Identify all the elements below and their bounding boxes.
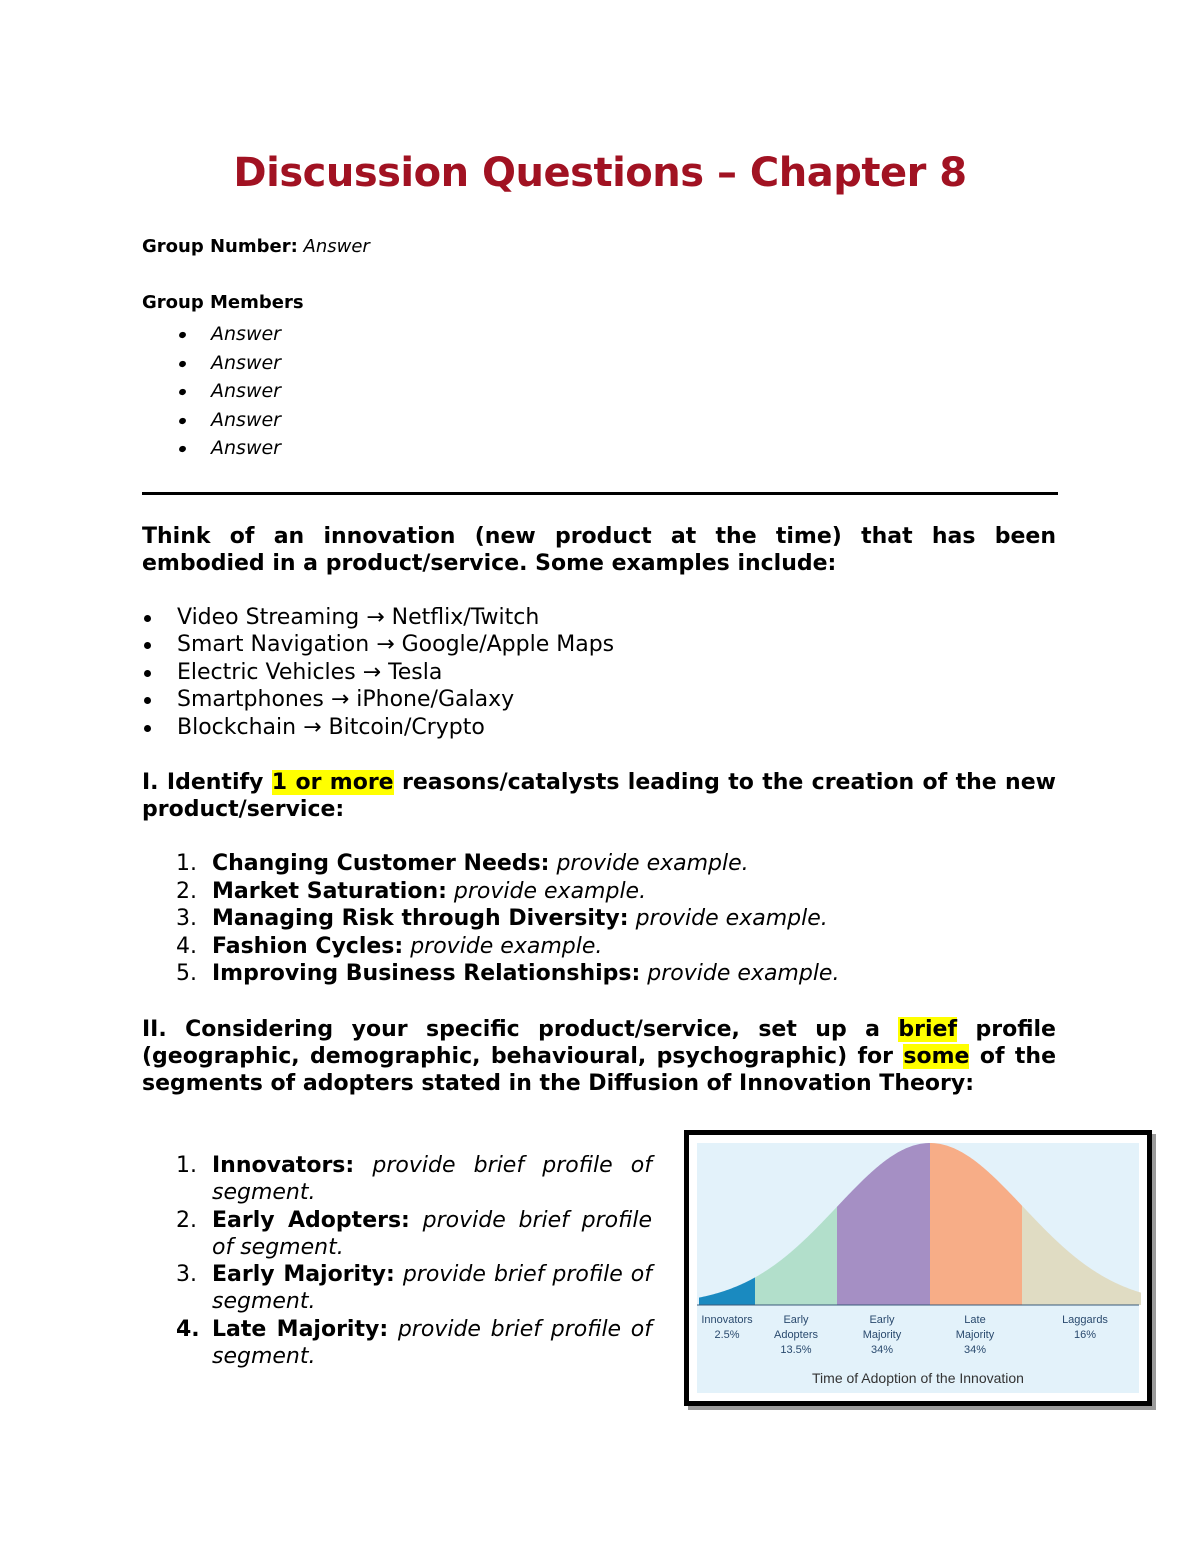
question-2-prompt: [142, 1016, 1056, 1097]
catalyst-item: [176, 905, 839, 933]
question-1-suffix: reasons/catalysts leading to the creation of the new product/service:: [142, 770, 1056, 822]
item-answer[interactable]: provide brief profile of segment.: [212, 1316, 652, 1370]
item-number: 4.: [176, 1316, 200, 1342]
question-2-highlight: some: [903, 1044, 970, 1069]
question-1-prefix: I. Identify: [142, 770, 264, 795]
item-label: Innovators:: [212, 1153, 355, 1178]
item-number: 2.: [176, 878, 197, 904]
example-item: Smart Navigation → Google/Apple Maps: [142, 631, 614, 658]
item-label: Managing Risk through Diversity:: [212, 906, 629, 931]
segment-item: [176, 1207, 652, 1262]
item-number: 2.: [176, 1207, 197, 1233]
figure-caption: Time of Adoption of the Innovation: [812, 1370, 1024, 1386]
group-member-answer[interactable]: Answer: [176, 349, 281, 378]
segment-name-label: Innovators: [701, 1314, 753, 1326]
example-item: Smartphones → iPhone/Galaxy: [142, 686, 614, 713]
item-number: 5.: [176, 961, 197, 986]
item-number: 3.: [176, 1262, 197, 1288]
page-title: Discussion Questions – Chapter 8: [233, 150, 967, 196]
diffusion-of-innovation-figure: [684, 1130, 1152, 1406]
group-members-list: [176, 320, 281, 463]
item-label: Late Majority:: [212, 1316, 389, 1342]
example-item: Blockchain → Bitcoin/Crypto: [142, 714, 614, 741]
section-divider: [142, 492, 1058, 495]
item-number: 1.: [176, 1153, 197, 1178]
group-member-answer[interactable]: Answer: [176, 320, 281, 349]
example-item: Electric Vehicles → Tesla: [142, 659, 614, 686]
item-number: 4.: [176, 933, 197, 959]
item-number: 1.: [176, 851, 197, 876]
segment-name-label: Adopters: [773, 1329, 819, 1341]
item-answer[interactable]: provide example.: [453, 878, 647, 904]
segment-name-label: Laggards: [1062, 1314, 1108, 1326]
segment-name-label: Majority: [862, 1329, 902, 1341]
question-2-text: II. Considering your specific product/service, set up a: [142, 1017, 880, 1042]
group-number-label: Group Number:: [142, 236, 298, 257]
segments-list: [176, 1152, 652, 1370]
group-members-heading: [142, 292, 304, 313]
item-answer[interactable]: provide brief profile of segment.: [212, 1207, 652, 1260]
question-1-highlight: 1 or more: [271, 770, 394, 795]
item-label: Market Saturation:: [212, 878, 447, 904]
item-label: Fashion Cycles:: [212, 933, 404, 959]
item-answer[interactable]: provide example.: [410, 933, 603, 959]
item-answer[interactable]: provide example.: [635, 906, 828, 931]
segment-item: [176, 1316, 652, 1371]
segment-share-label: 34%: [963, 1344, 987, 1356]
group-number-line: [142, 236, 370, 257]
example-item: Video Streaming → Netflix/Twitch: [142, 604, 614, 631]
segment-share-label: 13.5%: [780, 1344, 812, 1356]
segment-name-label: Early: [869, 1314, 895, 1326]
group-members-label: Group Members: [142, 292, 304, 313]
item-answer[interactable]: provide brief profile of segment.: [212, 1153, 652, 1206]
examples-list: [142, 604, 614, 741]
item-answer[interactable]: provide example.: [556, 851, 749, 876]
catalyst-item: [176, 878, 839, 906]
item-label: Improving Business Relationships:: [212, 961, 641, 986]
item-label: Early Adopters:: [212, 1207, 410, 1233]
catalyst-item: [176, 850, 839, 878]
intro-paragraph: Think of an innovation (new product at the time) that has been embodied in a product/service. Some examples include:: [142, 524, 1056, 576]
item-answer[interactable]: provide example.: [647, 961, 840, 986]
question-2-text: profile (geographic, demographic, behavioural, psychographic) for: [142, 1017, 1056, 1069]
segment-share-label: 34%: [870, 1344, 894, 1356]
segment-name-label: Early: [783, 1314, 809, 1326]
catalyst-item: [176, 960, 839, 988]
item-number: 3.: [176, 906, 197, 931]
question-1-prompt: [142, 769, 1056, 823]
group-number-answer[interactable]: Answer: [303, 236, 370, 257]
item-label: Changing Customer Needs:: [212, 851, 550, 876]
segment-share-label: 2.5%: [714, 1329, 740, 1341]
question-2-highlight: brief: [898, 1017, 958, 1042]
catalysts-list: [176, 850, 839, 988]
segment-name-label: Majority: [955, 1329, 995, 1341]
group-member-answer[interactable]: Answer: [176, 406, 281, 435]
segment-item: [176, 1261, 652, 1316]
group-member-answer[interactable]: Answer: [176, 377, 281, 406]
segment-share-label: 16%: [1073, 1329, 1097, 1341]
item-label: Early Majority:: [212, 1262, 395, 1288]
catalyst-item: [176, 933, 839, 961]
diffusion-curve-svg: [689, 1135, 1147, 1401]
segment-name-label: Late: [964, 1314, 986, 1326]
question-2-text: of the segments of adopters stated in the Diffusion of Innovation Theory:: [142, 1044, 1056, 1096]
group-member-answer[interactable]: Answer: [176, 434, 281, 463]
item-answer[interactable]: provide brief profile of segment.: [212, 1262, 652, 1315]
segment-item: [176, 1152, 652, 1207]
